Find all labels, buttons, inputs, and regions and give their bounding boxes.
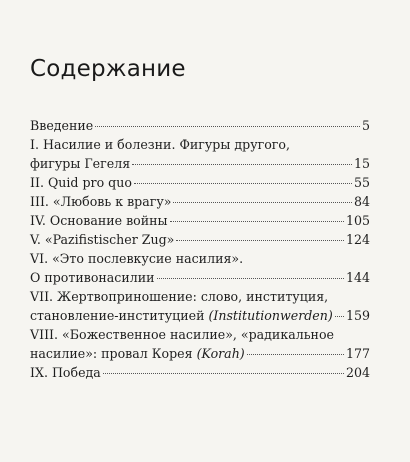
toc-page-number: 159 [345, 308, 370, 323]
toc-page-number: 55 [353, 175, 370, 190]
toc-page-number: 124 [345, 232, 370, 247]
toc-entry-title-text: насилие»: провал Корея [30, 346, 197, 361]
toc-entry-title-first-line: VI. «Это послевкусие насилия». [30, 251, 244, 266]
toc-entry-title-text: становление-институцией [30, 308, 209, 323]
dot-leader [103, 373, 344, 374]
toc-entry-title: V. «Pazifistischer Zug» [30, 232, 175, 247]
dot-leader [95, 126, 360, 127]
toc-page-number: 204 [345, 365, 370, 380]
toc-entry-title: II. Quid pro quo [30, 175, 132, 190]
dot-leader [335, 316, 344, 317]
toc-entry-title [30, 344, 245, 363]
toc-page-number: 84 [353, 194, 370, 209]
toc-entry-title: IV. Основание войны [30, 213, 168, 228]
toc-page-number: 5 [361, 118, 370, 133]
toc-entry-chapter-9 [30, 363, 370, 382]
toc-entry-title: Введение [30, 118, 94, 133]
toc-entry-title-first-line: VII. Жертвоприношение: слово, институция, [30, 289, 329, 304]
toc-entry-chapter-7 [30, 287, 370, 325]
dot-leader [132, 164, 352, 165]
toc-entry-chapter-2 [30, 173, 370, 192]
toc-entry-chapter-4 [30, 211, 370, 230]
toc-entry-chapter-8 [30, 325, 370, 363]
toc-entry-title-first-line: VIII. «Божественное насилие», «радикальное [30, 327, 334, 342]
toc-page-number: 105 [345, 213, 370, 228]
toc-entry-title: О противонасилии [30, 270, 155, 285]
dot-leader [247, 354, 344, 355]
toc-entry-title: IX. Победа [30, 365, 101, 380]
toc-page-number: 177 [345, 346, 370, 361]
toc-page-number: 15 [353, 156, 370, 171]
dot-leader [173, 202, 351, 203]
dot-leader [170, 221, 344, 222]
toc-entry-chapter-6 [30, 249, 370, 287]
toc-list [30, 116, 370, 382]
toc-entry-chapter-5 [30, 230, 370, 249]
toc-entry-title-italic-term: (Korah) [196, 346, 245, 361]
dot-leader [134, 183, 352, 184]
dot-leader [157, 278, 344, 279]
toc-entry-title-first-line: I. Насилие и болезни. Фигуры другого, [30, 137, 290, 152]
toc-page-number: 144 [345, 270, 370, 285]
toc-entry-title: фигуры Гегеля [30, 156, 131, 171]
page-title: Содержание [30, 56, 186, 82]
toc-entry-chapter-3 [30, 192, 370, 211]
dot-leader [176, 240, 344, 241]
toc-entry-chapter-1 [30, 135, 370, 173]
toc-entry-title [30, 306, 333, 325]
toc-entry-introduction [30, 116, 370, 135]
toc-entry-title-italic-term: (Institutionwerden) [208, 308, 333, 323]
toc-entry-title: III. «Любовь к врагу» [30, 194, 172, 209]
